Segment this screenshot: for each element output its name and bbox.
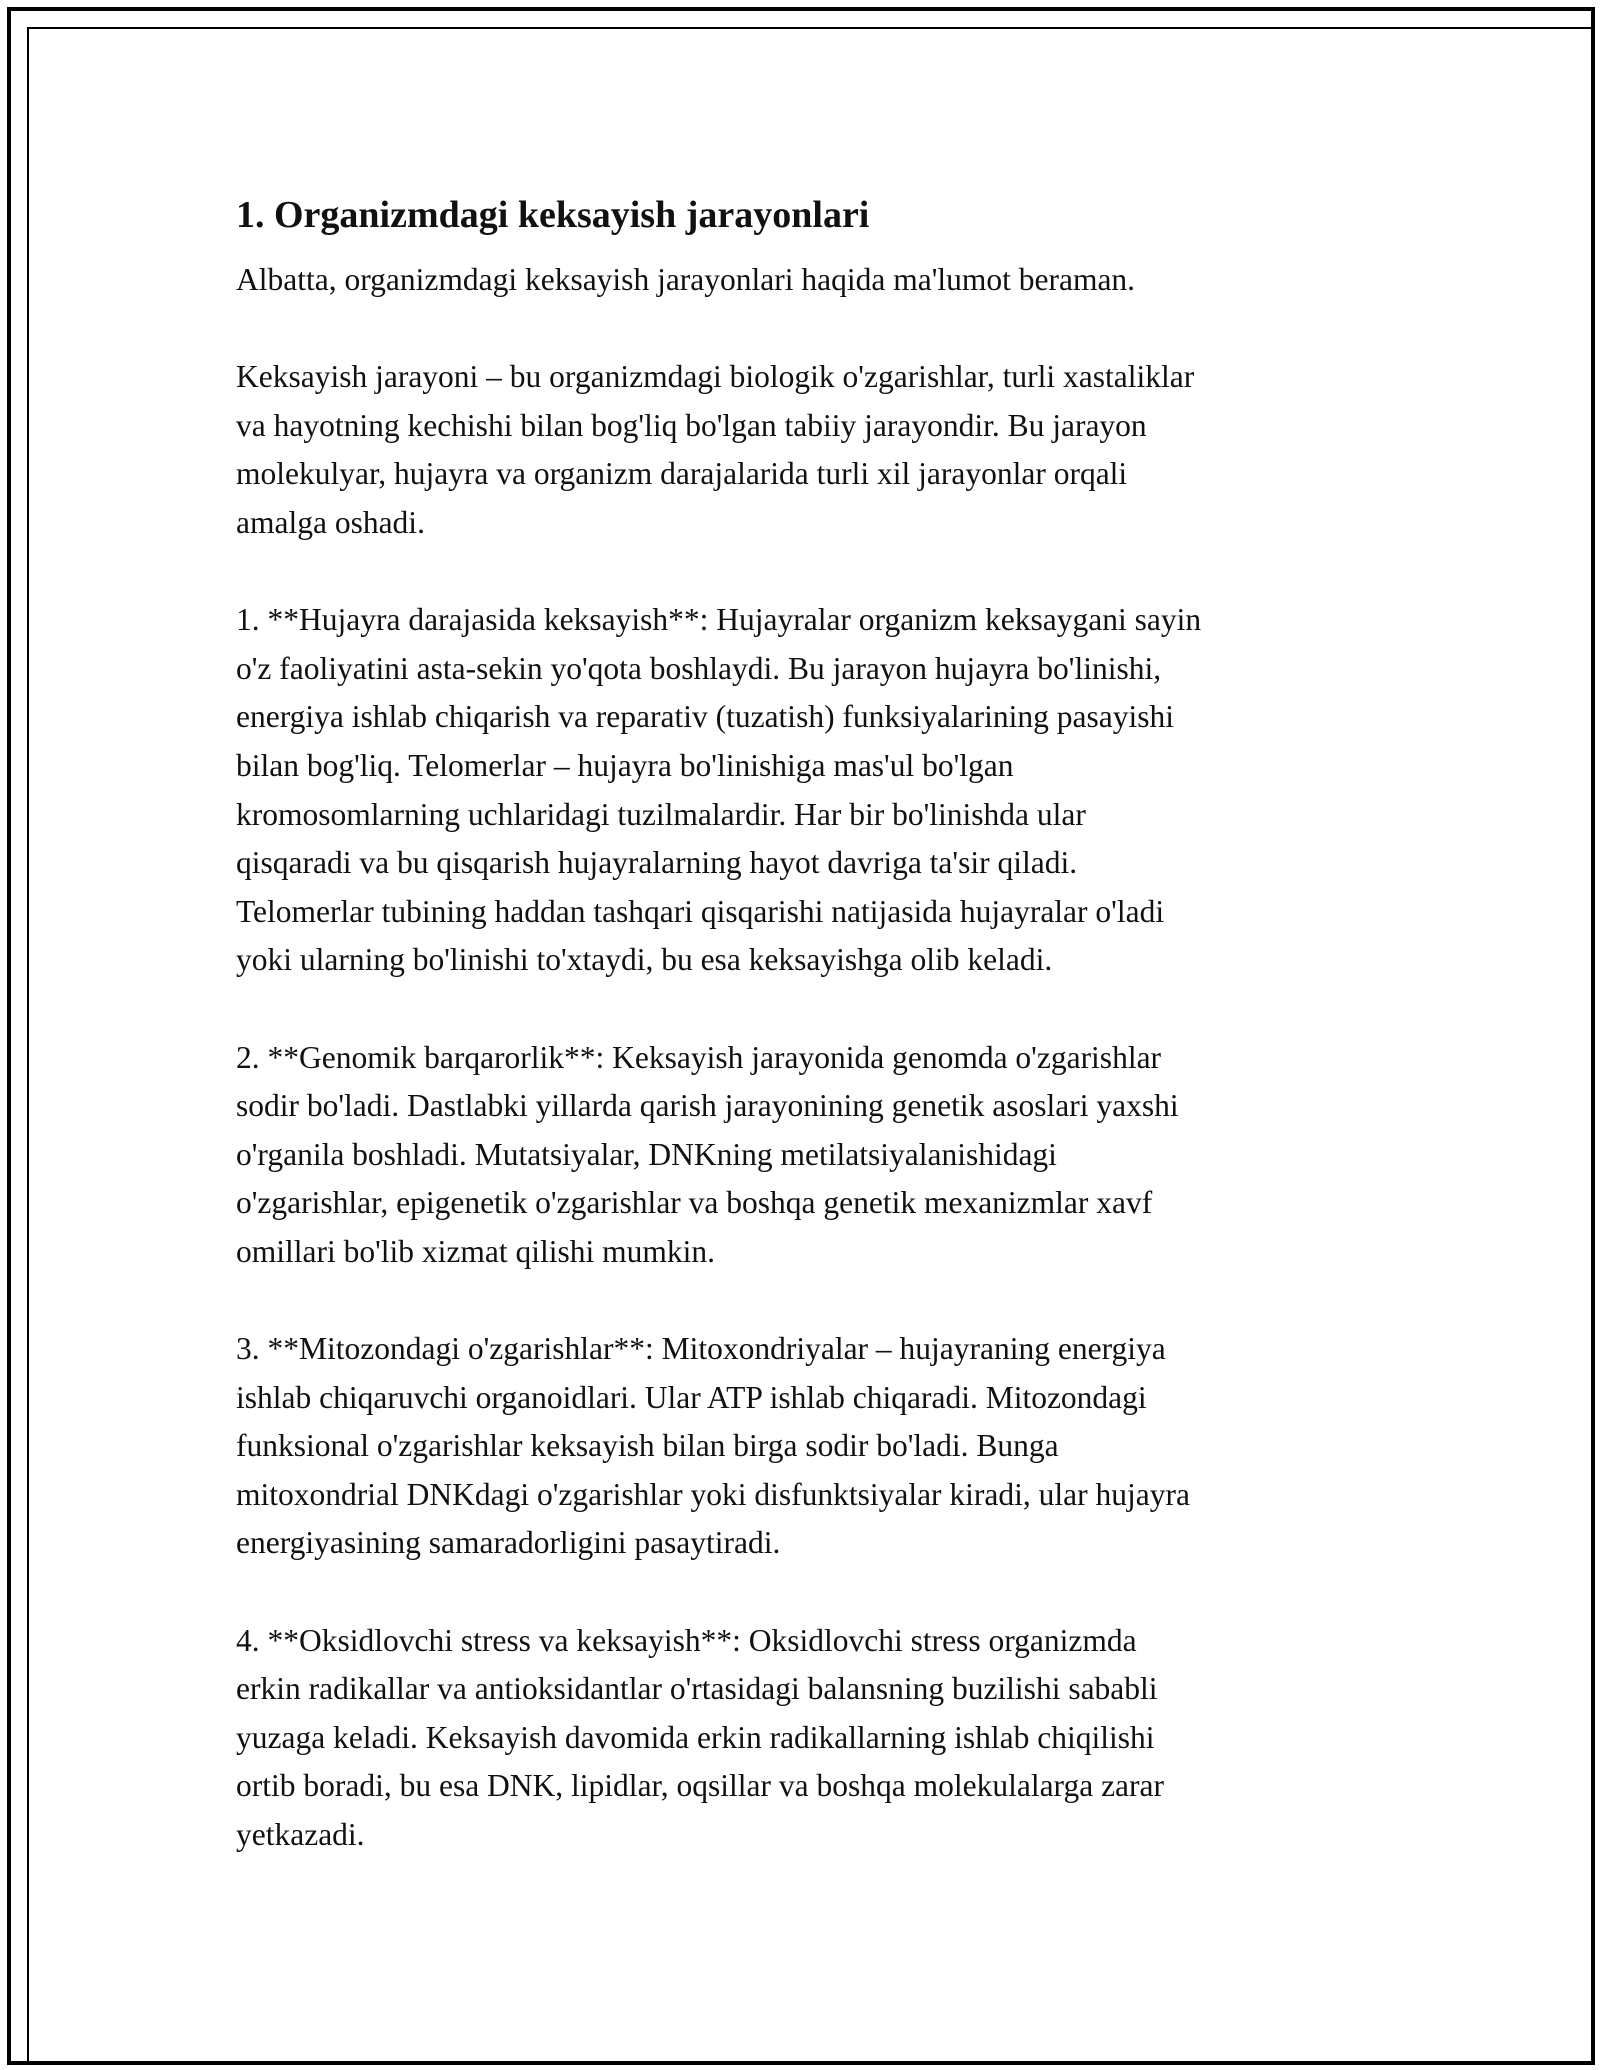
list-item-cell-aging: 1. **Hujayra darajasida keksayish**: Hujayralar organizm keksaygani sayin o'z faoliyatini asta-sekin yo'qota boshlaydi. Bu jarayon hujayra bo'linishi, energiya ishlab chiqarish va reparativ (tuzatish) funksiyalarining pasayishi bilan bog'liq. Telomerlar – hujayra bo'linishiga mas'ul bo'lgan kromosomlarning uchlaridagi tuzilmalardir. Har bir bo'linishda ular qisqaradi va bu qisqarish hujayralarning hayot davriga ta'sir qiladi. Telomerlar tubining haddan tashqari qisqarishi natijasida hujayralar o'ladi yoki ularning bo'linishi to'xtaydi, bu esa keksayishga olib keladi. [236,602,1202,978]
paragraph-gap [236,1568,1366,1617]
list-item-oxidative-stress: 4. **Oksidlovchi stress va keksayish**: Oksidlovchi stress organizmda erkin radikallar va antioksidantlar o'rtasidagi balansning buzilishi sababli yuzaga keladi. Keksayish davomida erkin radikallarning ishlab chiqilishi ortib boradi, bu esa DNK, lipidlar, oqsillar va boshqa molekulalarga zarar yetkazadi. [236,1622,1165,1852]
document-body [236,184,1366,1860]
list-item-genomic-stability: 2. **Genomik barqarorlik**: Keksayish jarayonida genomda o'zgarishlar sodir bo'ladi. Dastlabki yillarda qarish jarayonining genetik asoslari yaxshi o'rganila boshladi. Mutatsiyalar, DNKning metilatsiyalanishidagi o'zgarishlar, epigenetik o'zgarishlar va boshqa genetik mexanizmlar xavf omillari bo'lib xizmat qilishi mumkin. [236,1039,1179,1269]
paragraph-gap [236,985,1366,1034]
paragraph-gap [236,1276,1366,1325]
paragraph-gap [236,548,1366,597]
definition-paragraph: Keksayish jarayoni – bu organizmdagi biologik o'zgarishlar, turli xastaliklar va hayotning kechishi bilan bog'liq bo'lgan tabiiy jarayondir. Bu jarayon molekulyar, hujayra va organizm darajalarida turli xil jarayonlar orqali amalga oshadi. [236,359,1195,540]
paragraph-gap [236,305,1366,354]
document-heading: 1. Organizmdagi keksayish jarayonlari [236,194,870,236]
intro-paragraph: Albatta, organizmdagi keksayish jarayonlari haqida ma'lumot beraman. [236,262,1136,297]
list-item-mitochondria: 3. **Mitozondagi o'zgarishlar**: Mitoxondriyalar – hujayraning energiya ishlab chiqaruvchi organoidlari. Ular ATP ishlab chiqaradi. Mitozondagi funksional o'zgarishlar keksayish bilan birga sodir bo'ladi. Bunga mitoxondrial DNKdagi o'zgarishlar yoki disfunktsiyalar kiradi, ular hujayra energiyasining samaradorligini pasaytiradi. [236,1331,1190,1561]
